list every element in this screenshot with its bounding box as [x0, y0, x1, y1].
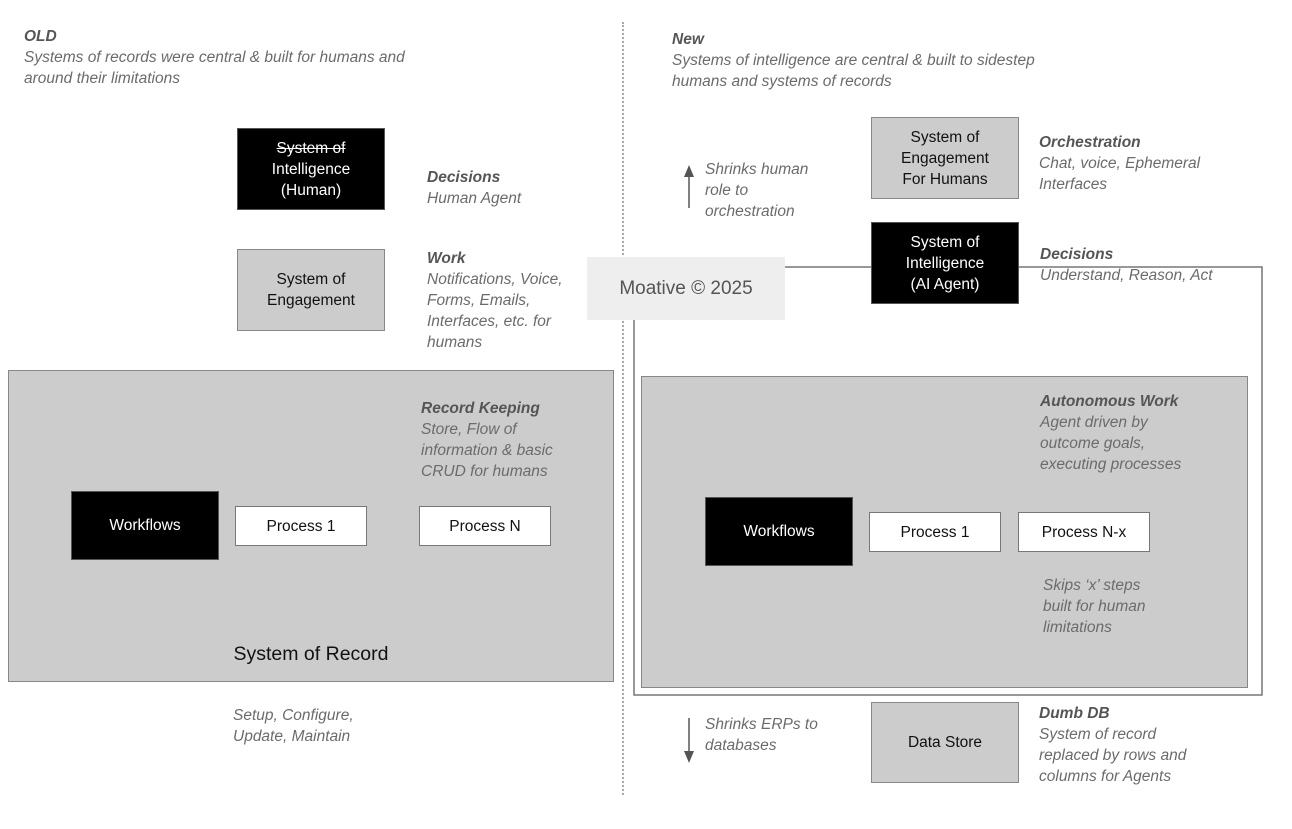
note-line: executing processes [1040, 456, 1182, 473]
note-line: Update, Maintain [233, 728, 351, 745]
note-line: Notifications, Voice, [427, 271, 563, 288]
new-decisions-note [1040, 244, 1213, 286]
note-line: Interfaces [1039, 176, 1108, 193]
box-label: Process N [449, 517, 521, 535]
box-label: Process N-x [1041, 523, 1127, 541]
autonomous-note [1040, 391, 1181, 475]
soi-ai-box [871, 222, 1019, 304]
note-line: replaced by rows and [1039, 747, 1187, 764]
note-line: limitations [1043, 619, 1112, 636]
note-line: Setup, Configure, [233, 707, 354, 724]
old-title: OLD [24, 28, 57, 45]
note-line: Forms, Emails, [427, 292, 531, 309]
note-line: System of record [1039, 726, 1157, 743]
box-label: Workflows [743, 523, 815, 540]
note-line: databases [705, 737, 777, 754]
note-line: Understand, Reason, Act [1040, 267, 1213, 284]
arrow-down-icon [684, 718, 694, 763]
box-line: (AI Agent) [910, 275, 980, 293]
box-line: Engagement [901, 149, 989, 167]
note-title: Decisions [427, 169, 501, 186]
box-line: System of [276, 139, 346, 157]
note-line: Agent driven by [1040, 414, 1148, 431]
note-line: Store, Flow of [421, 421, 517, 438]
box-line: Intelligence [905, 254, 985, 272]
note-line: CRUD for humans [421, 463, 548, 480]
note-title: Orchestration [1039, 134, 1141, 151]
note-title: Work [427, 250, 466, 267]
note-line: built for human [1043, 598, 1146, 615]
note-title: Decisions [1040, 246, 1114, 263]
watermark [587, 257, 785, 320]
box-line: System of [910, 233, 980, 251]
box-label: Data Store [907, 734, 983, 751]
note-title: Record Keeping [421, 400, 540, 417]
old-subtitle: around their limitations [24, 70, 180, 87]
box-line: (Human) [280, 181, 342, 199]
arrow-up-icon [684, 165, 694, 208]
note-title: Autonomous Work [1040, 393, 1179, 410]
box-line: Intelligence [271, 160, 351, 178]
note-line: Shrinks human [705, 161, 809, 178]
new-title: New [672, 31, 704, 48]
shrinks-erp-note [705, 714, 818, 756]
old-subtitle: Systems of records were central & built for humans and [24, 49, 405, 66]
data-store-box [871, 702, 1019, 783]
dumb-db-note [1039, 703, 1186, 787]
soe-humans-box [871, 117, 1019, 199]
note-line: humans [427, 334, 483, 351]
note-line: orchestration [705, 203, 795, 220]
note-line: Shrinks ERPs to [705, 716, 818, 733]
watermark-text: Moative © 2025 [619, 278, 753, 299]
orchestration-note [1039, 132, 1200, 195]
shrinks-human-note [705, 159, 808, 222]
new-process-nx-box [1018, 512, 1150, 552]
note-title: Dumb DB [1039, 705, 1110, 722]
box-line: System of [276, 271, 346, 288]
box-label: Process 1 [266, 517, 336, 535]
note-line: information & basic [421, 442, 553, 459]
note-line: Interfaces, etc. for [427, 313, 552, 330]
system-of-record-label: System of Record [233, 643, 389, 665]
box-line: Engagement [267, 292, 355, 309]
box-line: System of [910, 128, 980, 146]
box-label: Workflows [109, 517, 181, 534]
note-line: Human Agent [427, 190, 522, 207]
new-subtitle: Systems of intelligence are central & built to sidestep [672, 52, 1035, 69]
note-line: columns for Agents [1039, 768, 1172, 785]
box-line: For Humans [902, 170, 988, 188]
note-line: Skips ‘x’ steps [1043, 577, 1141, 594]
skips-note [1043, 575, 1146, 638]
note-line: outcome goals, [1040, 435, 1146, 452]
note-line: role to [705, 182, 749, 199]
note-line: Chat, voice, Ephemeral [1039, 155, 1201, 172]
box-label: Process 1 [900, 523, 970, 541]
new-process-1-box [869, 512, 1001, 552]
new-workflows-box [705, 497, 853, 566]
new-subtitle: humans and systems of records [672, 73, 892, 90]
